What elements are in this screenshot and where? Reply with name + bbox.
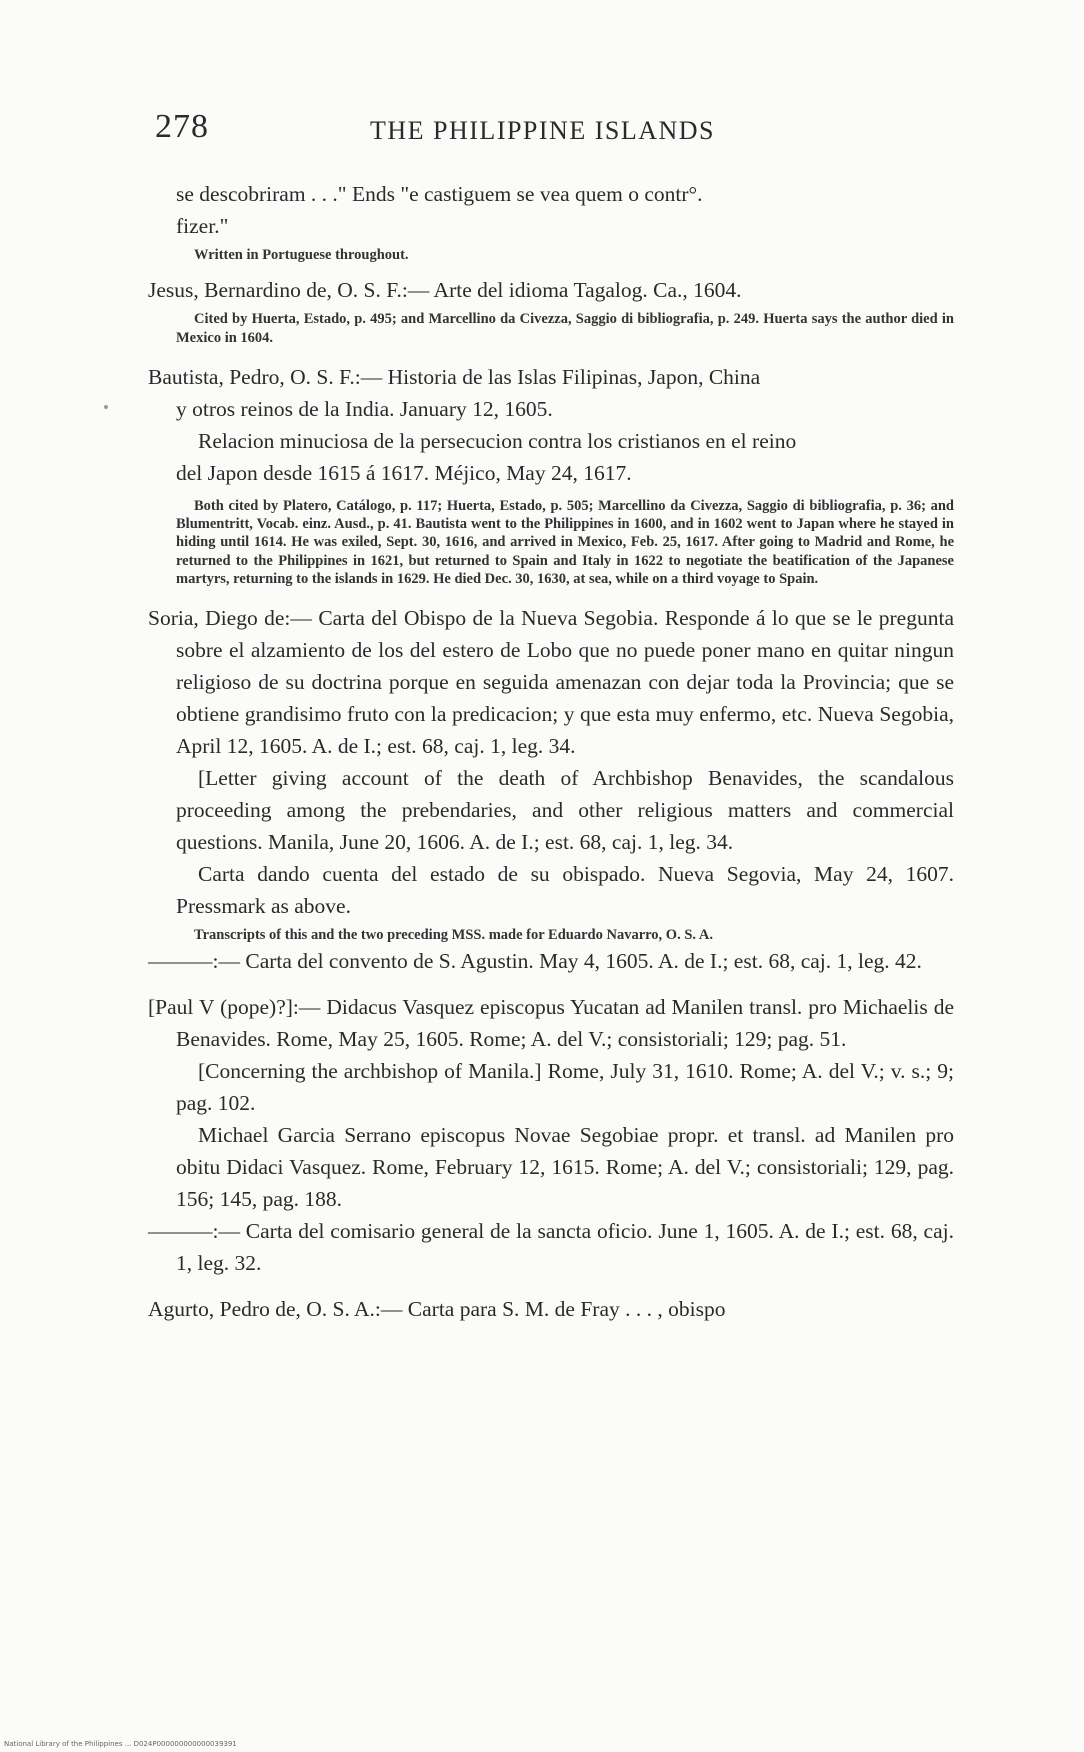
entry-relacion: Relacion minuciosa de la persecucion contra los cristianos en el reino del Japon desde 1615 á 1617. Méjico, May 24, 1617. [176, 428, 797, 485]
entry-continuation: se descobriram . . ." Ends "e castiguem se vea quem o contr°. fizer." [176, 182, 703, 238]
note: Transcripts of this and the two preceding MSS. made for Eduardo Navarro, O. S. A. [194, 927, 713, 944]
page-number: 278 [155, 108, 209, 145]
margin-speck [104, 405, 108, 409]
note: Both cited by Platero, Catálogo, p. 117; Huerta, Estado, p. 505; Marcellino da Civezza, Saggio di bibliografia, p. 36; and Blumentritt, Vocab. einz. Ausd., p. 41. Bautista went to the Philippines in 1600, and in 1602 went to Japan where he stayed in hiding until 1614. He was exiled, Sept. 30, 1616, and arrived in Mexico, Feb. 25, 1617. After going to Madrid and Rome, he returned to the Philippines in 1621, but returned to Spain and Italy in 1622 to negotiate the beatification of the Japanese martyrs, returning to the islands in 1629. He died Dec. 30, 1630, at sea, while on a third voyage to Spain. [176, 497, 954, 588]
entry-paul-v: [Paul V (pope)?]:— Didacus Vasquez episcopus Yucatan ad Manilen transl. pro Michaelis de Benavides. Rome, May 25, 1605. Rome; A. del V.; consistoriali; 129; pag. 51. [148, 994, 954, 1051]
entry-agurto: Agurto, Pedro de, O. S. A.:— Carta para S. M. de Fray . . . , obispo [148, 1296, 726, 1321]
running-title: THE PHILIPPINE ISLANDS [370, 116, 715, 145]
entry-serrano: Michael Garcia Serrano episcopus Novae Segobiae propr. et transl. ad Manilen pro obitu Didaci Vasquez. Rome, February 12, 1615. Rome; A. del V.; consistoriali; 129, pag. 156; 145, pag. 188. [176, 1122, 954, 1211]
entry-carta-obispado: Carta dando cuenta del estado de su obispado. Nueva Segovia, May 24, 1607. Pressmark as above. [176, 862, 954, 919]
entry-archbishop: [Concerning the archbishop of Manila.] Rome, July 31, 1610. Rome; A. del V.; v. s.; 9; pag. 102. [176, 1058, 954, 1115]
note: Cited by Huerta, Estado, p. 495; and Marcellino da Civezza, Saggio di bibliografia, p. 249. Huerta says the author died in Mexico in 1604. [176, 311, 954, 346]
entry-comisario: ———:— Carta del comisario general de la sancta oficio. June 1, 1605. A. de I.; est. 68, caj. 1, leg. 32. [148, 1218, 954, 1275]
entry-bautista: Bautista, Pedro, O. S. F.:— Historia de las Islas Filipinas, Japon, China y otros reinos de la India. January 12, 1605. [148, 364, 761, 421]
page-header [155, 108, 955, 158]
note: Written in Portuguese throughout. [194, 247, 409, 263]
entry-soria: Soria, Diego de:— Carta del Obispo de la Nueva Segobia. Responde á lo que se le pregunta sobre el alzamiento de los del estero de Lobo que no puede poner mano en quitar ningun religioso de su doctrina porque en seguida amenazan con dejar toda la Provincia; que se obtiene grandisimo fruto con la predicacion; y que esta muy enfermo, etc. Nueva Segobia, April 12, 1605. A. de I.; est. 68, caj. 1, leg. 34. [148, 606, 954, 759]
entry-convento: ———:— Carta del convento de S. Agustin. May 4, 1605. A. de I.; est. 68, caj. 1, leg. 42. [148, 948, 922, 973]
source-tag: National Library of the Philippines ... D024P000000000000039391 [4, 1740, 237, 1748]
entry-letter: [Letter giving account of the death of Archbishop Benavides, the scandalous proceeding among the prebendaries, and other religious matters and commercial questions. Manila, June 20, 1606. A. de I.; est. 68, caj. 1, leg. 34. [176, 766, 954, 855]
page-body [148, 178, 954, 1325]
entry-jesus: Jesus, Bernardino de, O. S. F.:— Arte del idioma Tagalog. Ca., 1604. [148, 278, 742, 303]
